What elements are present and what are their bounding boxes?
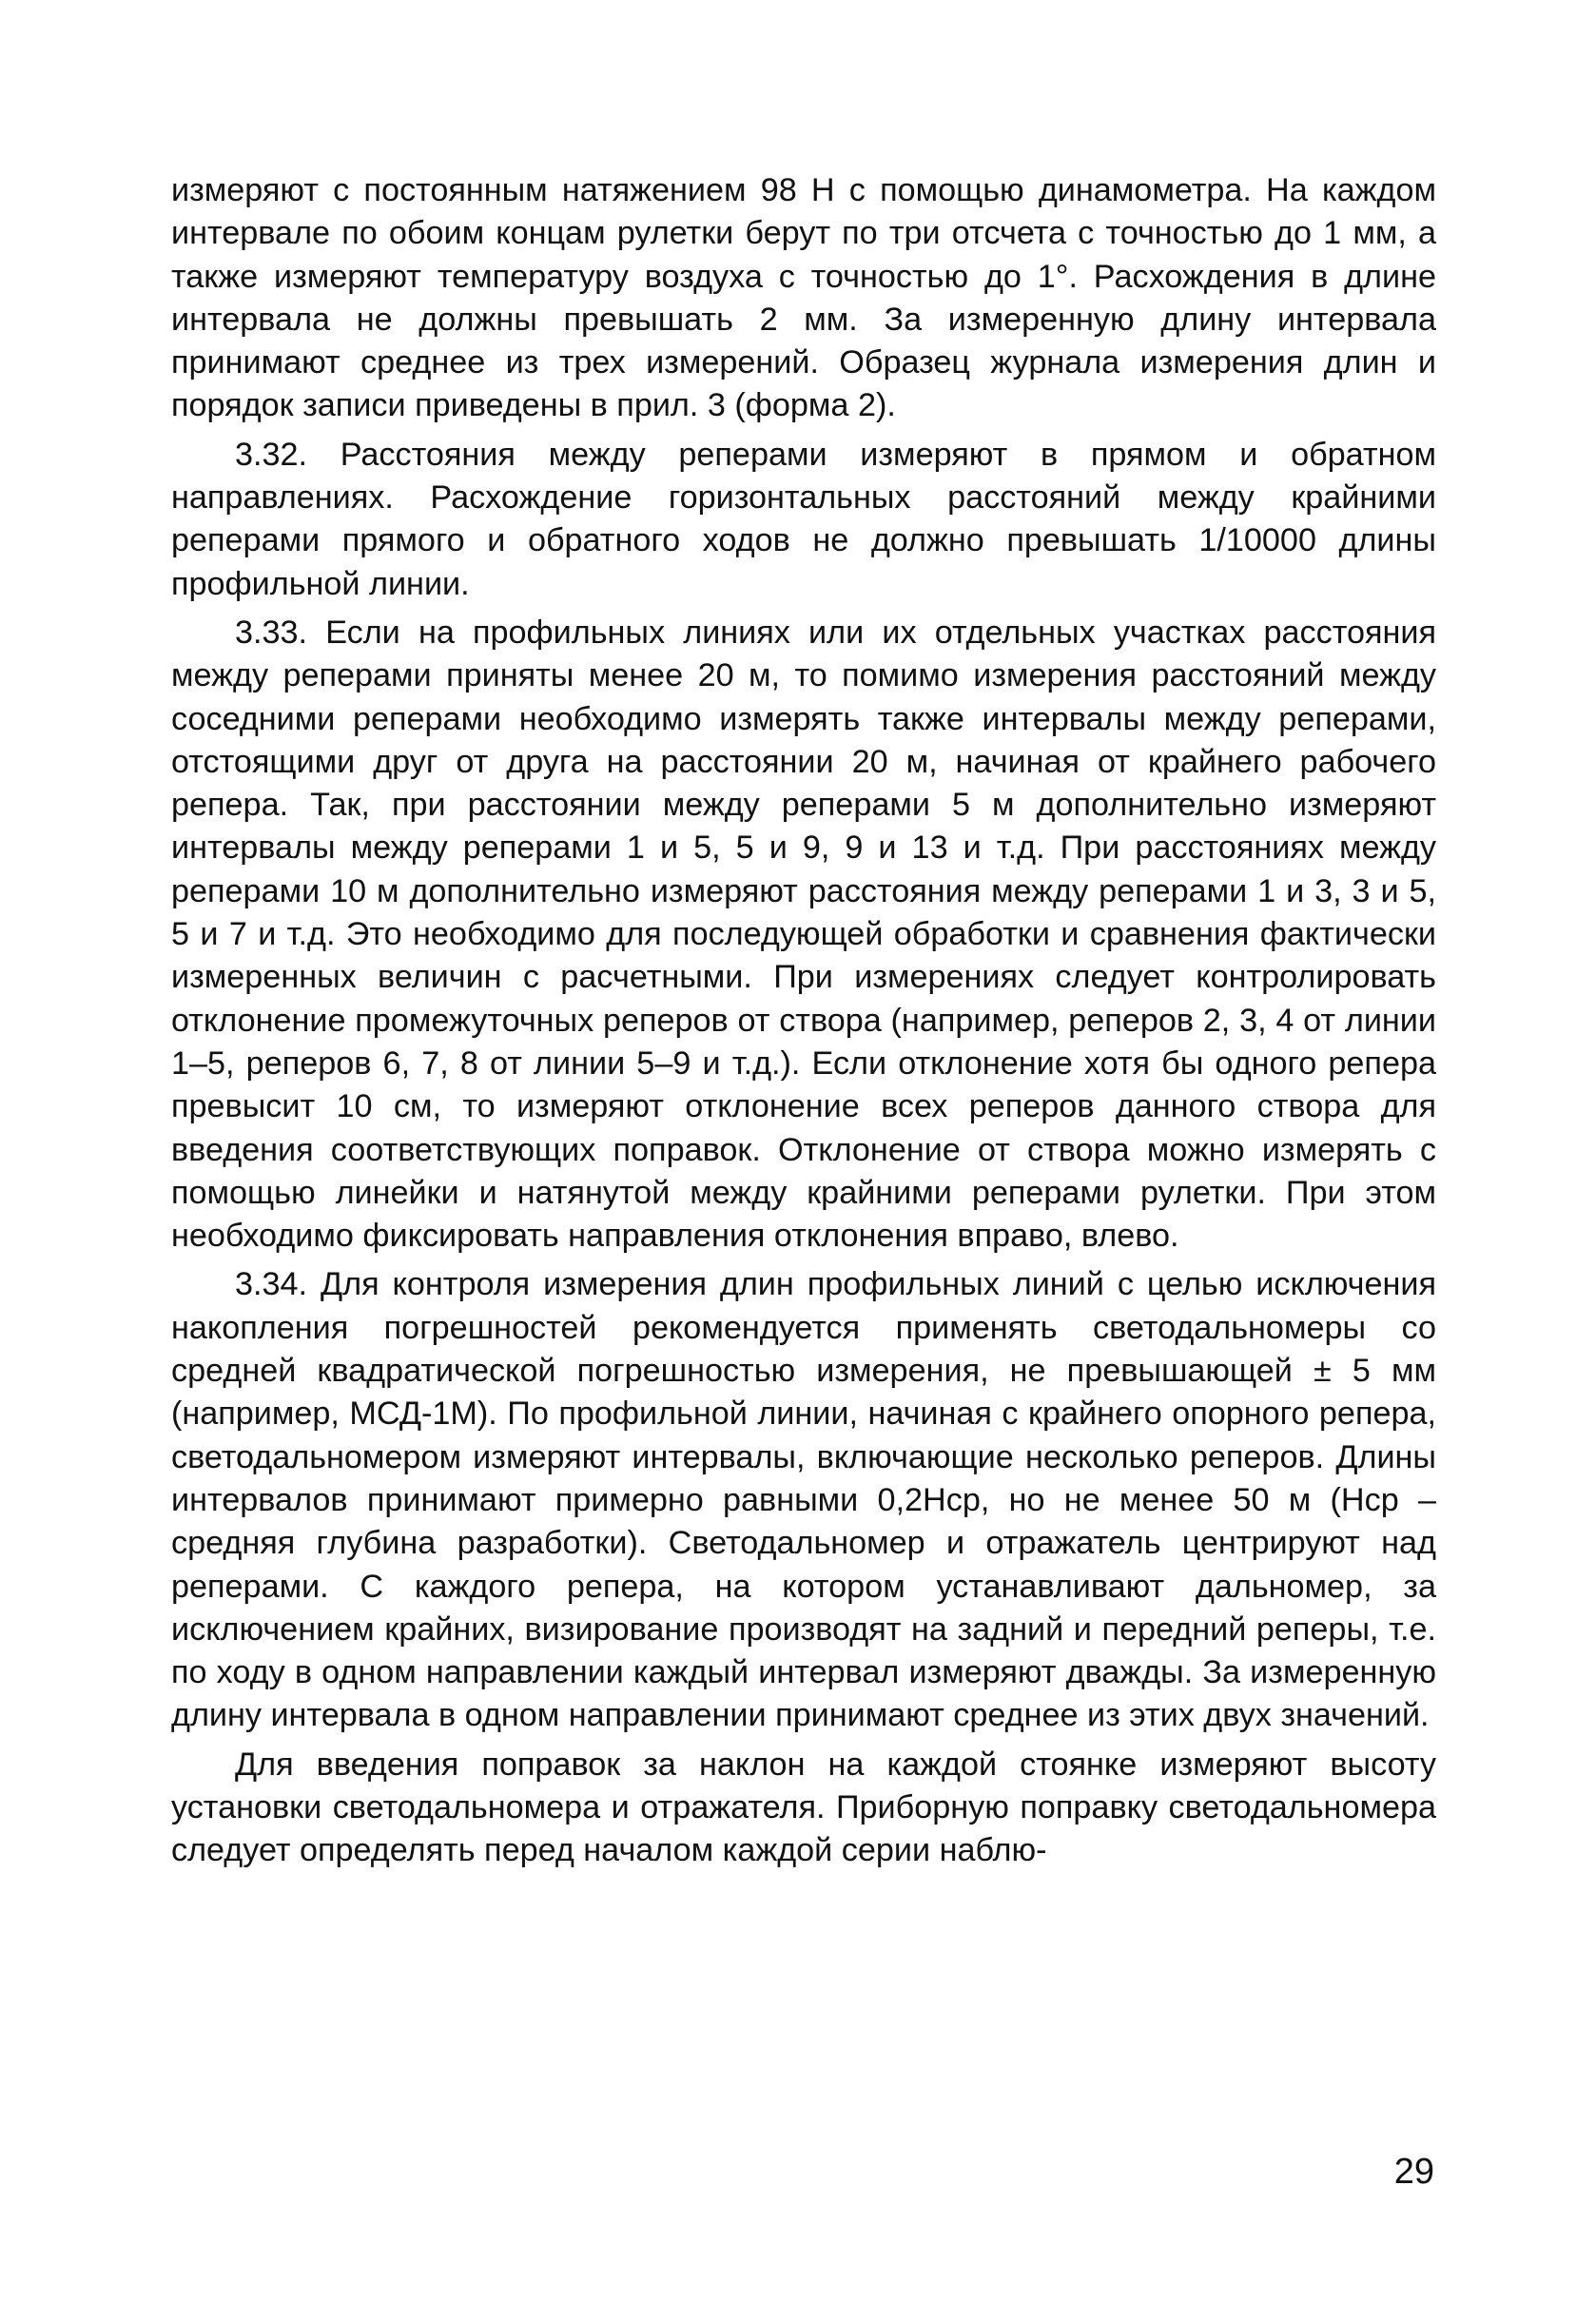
paragraph-corrections: Для введения поправок за наклон на каждой стоянке измеряют высоту установки светодальномера и отражателя. Приборную поправку светодальномера следует определять перед началом каждой серии наблю- — [171, 1746, 1436, 1869]
page-number: 29 — [1393, 2152, 1434, 2192]
paragraph-3-32: 3.32. Расстояния между реперами измеряют в прямом и обратном направлениях. Расхождение горизонтальных расстояний между крайними реперами прямого и обратного ходов не должно превышать 1/10000 длины профильной линии. — [171, 436, 1436, 602]
body-text — [171, 169, 1436, 1879]
paragraph-continuation: измеряют с постоянным натяжением 98 Н с помощью динамометра. На каждом интервале по обоим концам рулетки берут по три отсчета с точностью до 1 мм, а также измеряют температуру воздуха с точностью до 1°. Расхождения в длине интервала не должны превышать 2 мм. За измеренную длину интервала принимают среднее из трех измерений. Образец журнала измерения длин и порядок записи приведены в прил. 3 (форма 2). — [171, 172, 1436, 424]
paragraph-3-34: 3.34. Для контроля измерения длин профильных линий с целью исключения накопления погрешностей рекомендуется применять светодальномеры со средней квадратической погрешностью измерения, не превышающей ± 5 мм (например, МСД-1М). По профильной линии, начиная с крайнего опорного репера, светодальномером измеряют интервалы, включающие несколько реперов. Длины интервалов принимают примерно равными 0,2Нср, но не менее 50 м (Нср – средняя глубина разработки). Светодальномер и отражатель центрируют над реперами. С каждого репера, на котором устанавливают дальномер, за исключением крайних, визирование производят на задний и передний реперы, т.е. по ходу в одном направлении каждый интервал измеряют дважды. За измеренную длину интервала в одном направлении принимают среднее из этих двух значений. — [171, 1266, 1436, 1734]
paragraph-3-33: 3.33. Если на профильных линиях или их отдельных участках расстояния между реперами приняты менее 20 м, то помимо измерения расстояний между соседними реперами необходимо измерять также интервалы между реперами, отстоящими друг от друга на расстоянии 20 м, начиная от крайнего рабочего репера. Так, при расстоянии между реперами 5 м дополнительно измеряют интервалы между реперами 1 и 5, 5 и 9, 9 и 13 и т.д. При расстояниях между реперами 10 м дополнительно измеряют расстояния между реперами 1 и 3, 3 и 5, 5 и 7 и т.д. Это необходимо для последующей обработки и сравнения фактически измеренных величин с расчетными. При измерениях следует контролировать отклонение промежуточных реперов от створа (например, реперов 2, 3, 4 от линии 1–5, реперов 6, 7, 8 от линии 5–9 и т.д.). Если отклонение хотя бы одного репера превысит 10 см, то измеряют отклонение всех реперов данного створа для введения соответствующих поправок. Отклонение от створа можно измерять с помощью линейки и натянутой между крайними реперами рулетки. При этом необходимо фиксировать направления отклонения вправо, влево. — [171, 614, 1436, 1255]
